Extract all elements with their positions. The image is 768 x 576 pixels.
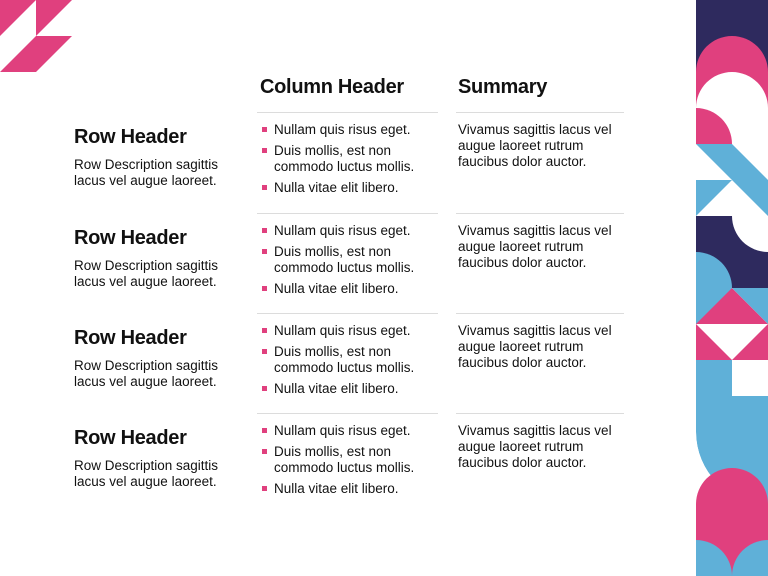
- row-header: Row Header: [74, 126, 187, 148]
- bullet-square-icon: [262, 249, 267, 254]
- bullet-list: [262, 323, 447, 402]
- bullet-item: [262, 481, 447, 497]
- row-description: Row Description sagittis lacus vel augue laoreet.: [74, 258, 219, 289]
- bullet-text: Nullam quis risus eget.: [274, 323, 411, 338]
- row-description: Row Description sagittis lacus vel augue laoreet.: [74, 458, 219, 489]
- summary-text: Vivamus sagittis lacus vel augue laoreet rutrum faucibus dolor auctor.: [458, 122, 612, 169]
- row-header: Row Header: [74, 327, 187, 349]
- bullet-square-icon: [262, 228, 267, 233]
- row-header: Row Header: [74, 427, 187, 449]
- bullet-item: [262, 244, 447, 276]
- bullet-item: [262, 381, 447, 397]
- bullet-item: [262, 423, 447, 439]
- row-divider: [257, 413, 438, 414]
- bullet-square-icon: [262, 486, 267, 491]
- bullet-item: [262, 122, 447, 138]
- table-row: [0, 213, 700, 313]
- summary-text: Vivamus sagittis lacus vel augue laoreet rutrum faucibus dolor auctor.: [458, 423, 612, 470]
- bullet-square-icon: [262, 127, 267, 132]
- bullet-square-icon: [262, 286, 267, 291]
- summary-text: Vivamus sagittis lacus vel augue laoreet rutrum faucibus dolor auctor.: [458, 223, 612, 270]
- row-divider: [456, 313, 624, 314]
- bullet-list: [262, 223, 447, 302]
- table-row: [0, 112, 700, 212]
- bullet-square-icon: [262, 449, 267, 454]
- summary-text: Vivamus sagittis lacus vel augue laoreet rutrum faucibus dolor auctor.: [458, 323, 612, 370]
- bullet-item: [262, 444, 447, 476]
- bullet-text: Duis mollis, est non commodo luctus mollis.: [274, 244, 415, 275]
- bullet-text: Nulla vitae elit libero.: [274, 180, 399, 195]
- bullet-text: Nulla vitae elit libero.: [274, 381, 399, 396]
- bullet-text: Nullam quis risus eget.: [274, 223, 411, 238]
- bullet-square-icon: [262, 148, 267, 153]
- row-description: Row Description sagittis lacus vel augue laoreet.: [74, 157, 219, 188]
- bullet-square-icon: [262, 328, 267, 333]
- bullet-item: [262, 344, 447, 376]
- geometric-pattern-decoration: [696, 0, 768, 576]
- column-header: Column Header: [260, 76, 404, 98]
- bullet-item: [262, 223, 447, 239]
- bullet-item: [262, 281, 447, 297]
- bullet-square-icon: [262, 185, 267, 190]
- bullet-text: Nullam quis risus eget.: [274, 423, 411, 438]
- row-description: Row Description sagittis lacus vel augue laoreet.: [74, 358, 219, 389]
- bullet-item: [262, 143, 447, 175]
- bullet-list: [262, 122, 447, 201]
- row-divider: [257, 213, 438, 214]
- table-row: [0, 313, 700, 413]
- bullet-text: Duis mollis, est non commodo luctus mollis.: [274, 344, 415, 375]
- row-divider: [257, 112, 438, 113]
- row-header: Row Header: [74, 227, 187, 249]
- bullet-text: Nulla vitae elit libero.: [274, 281, 399, 296]
- row-divider: [456, 413, 624, 414]
- bullet-text: Nulla vitae elit libero.: [274, 481, 399, 496]
- corner-triangles-decoration: [0, 0, 72, 72]
- table-row: [0, 413, 700, 513]
- bullet-square-icon: [262, 386, 267, 391]
- row-divider: [257, 313, 438, 314]
- bullet-text: Duis mollis, est non commodo luctus mollis.: [274, 143, 415, 174]
- bullet-square-icon: [262, 428, 267, 433]
- summary-header: Summary: [458, 76, 548, 98]
- bullet-item: [262, 323, 447, 339]
- bullet-text: Nullam quis risus eget.: [274, 122, 411, 137]
- bullet-text: Duis mollis, est non commodo luctus mollis.: [274, 444, 415, 475]
- bullet-item: [262, 180, 447, 196]
- bullet-square-icon: [262, 349, 267, 354]
- bullet-list: [262, 423, 447, 502]
- row-divider: [456, 112, 624, 113]
- row-divider: [456, 213, 624, 214]
